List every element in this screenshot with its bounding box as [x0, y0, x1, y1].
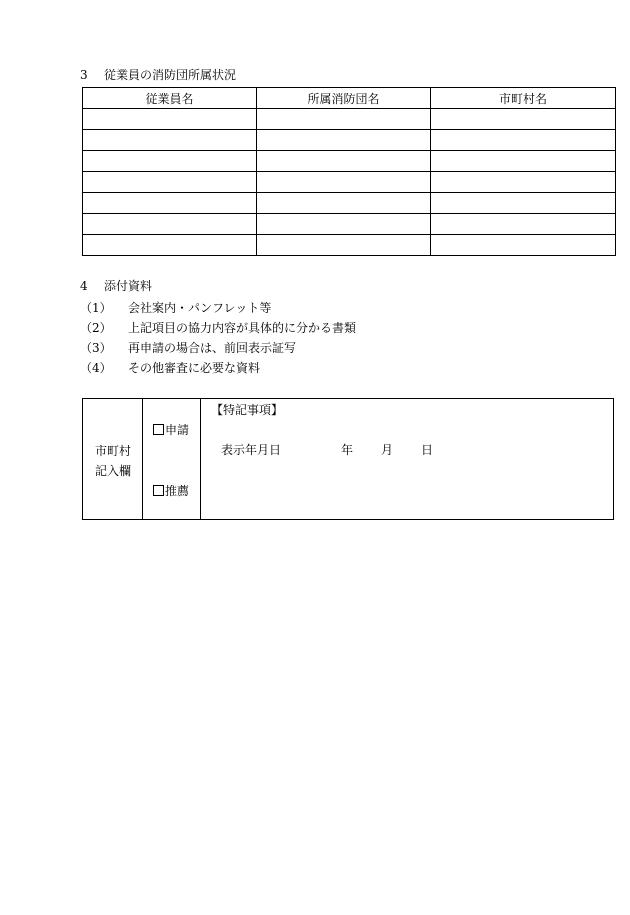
municipality-entry-box [82, 398, 614, 520]
fire-brigade-cell[interactable] [257, 214, 431, 235]
list-item-text: 会社案内・パンフレット等 [128, 301, 272, 315]
recommend-label: 推薦 [165, 484, 190, 498]
list-item [80, 298, 356, 318]
month-label: 月 [381, 443, 394, 457]
apply-checkbox-option[interactable] [153, 422, 189, 438]
apply-label: 申請 [165, 423, 190, 437]
column-header-employee-name: 従業員名 [83, 88, 257, 109]
municipality-cell[interactable] [431, 214, 616, 235]
municipality-cell[interactable] [431, 235, 616, 256]
employee-name-cell[interactable] [83, 151, 257, 172]
table-row [83, 151, 616, 172]
fire-brigade-cell[interactable] [257, 172, 431, 193]
municipality-cell[interactable] [431, 172, 616, 193]
table-row [83, 193, 616, 214]
table-row [83, 109, 616, 130]
employee-name-cell[interactable] [83, 130, 257, 151]
list-item-number: （3） [80, 341, 112, 355]
apply-checkbox[interactable] [153, 424, 164, 435]
municipality-cell[interactable] [431, 130, 616, 151]
employee-firefighter-table [82, 87, 616, 256]
list-item-number: （4） [80, 361, 112, 375]
table-row [83, 130, 616, 151]
municipality-cell[interactable] [431, 193, 616, 214]
column-header-municipality: 市町村名 [431, 88, 616, 109]
section-4-title: 添付資料 [104, 279, 153, 293]
list-item-number: （1） [80, 301, 112, 315]
section-4-heading [80, 278, 152, 294]
special-notes-heading: 【特記事項】 [211, 403, 284, 417]
list-item [80, 318, 356, 338]
municipality-label-column [83, 399, 143, 519]
employee-name-cell[interactable] [83, 235, 257, 256]
recommend-checkbox[interactable] [153, 485, 164, 496]
municipality-label-line1: 市町村 [94, 444, 131, 458]
table-row [83, 214, 616, 235]
employee-name-cell[interactable] [83, 214, 257, 235]
fire-brigade-cell[interactable] [257, 235, 431, 256]
list-item-number: （2） [80, 321, 112, 335]
display-date-label: 表示年月日 [221, 443, 282, 457]
list-item-text: その他審査に必要な資料 [128, 361, 261, 375]
year-label: 年 [341, 443, 354, 457]
list-item-text: 再申請の場合は、前回表示証写 [128, 341, 297, 355]
fire-brigade-cell[interactable] [257, 151, 431, 172]
section-3-number: 3 [80, 68, 88, 82]
list-item [80, 358, 356, 378]
attachment-list [80, 298, 356, 378]
day-label: 日 [421, 443, 434, 457]
list-item-text: 上記項目の協力内容が具体的に分かる書類 [128, 321, 357, 335]
recommend-checkbox-option[interactable] [153, 483, 189, 499]
section-3-title: 従業員の消防団所属状況 [104, 68, 237, 82]
employee-name-cell[interactable] [83, 172, 257, 193]
special-notes-column [201, 399, 613, 519]
municipality-cell[interactable] [431, 151, 616, 172]
fire-brigade-cell[interactable] [257, 130, 431, 151]
fire-brigade-cell[interactable] [257, 193, 431, 214]
municipality-label-line2: 記入欄 [94, 464, 131, 478]
application-type-column [143, 399, 201, 519]
table-header-row [83, 88, 616, 109]
employee-name-cell[interactable] [83, 193, 257, 214]
section-4-number: 4 [80, 279, 88, 293]
fire-brigade-cell[interactable] [257, 109, 431, 130]
employee-name-cell[interactable] [83, 109, 257, 130]
list-item [80, 338, 356, 358]
table-row [83, 172, 616, 193]
section-3-heading [80, 67, 236, 83]
municipality-cell[interactable] [431, 109, 616, 130]
column-header-fire-brigade: 所属消防団名 [257, 88, 431, 109]
table-row [83, 235, 616, 256]
